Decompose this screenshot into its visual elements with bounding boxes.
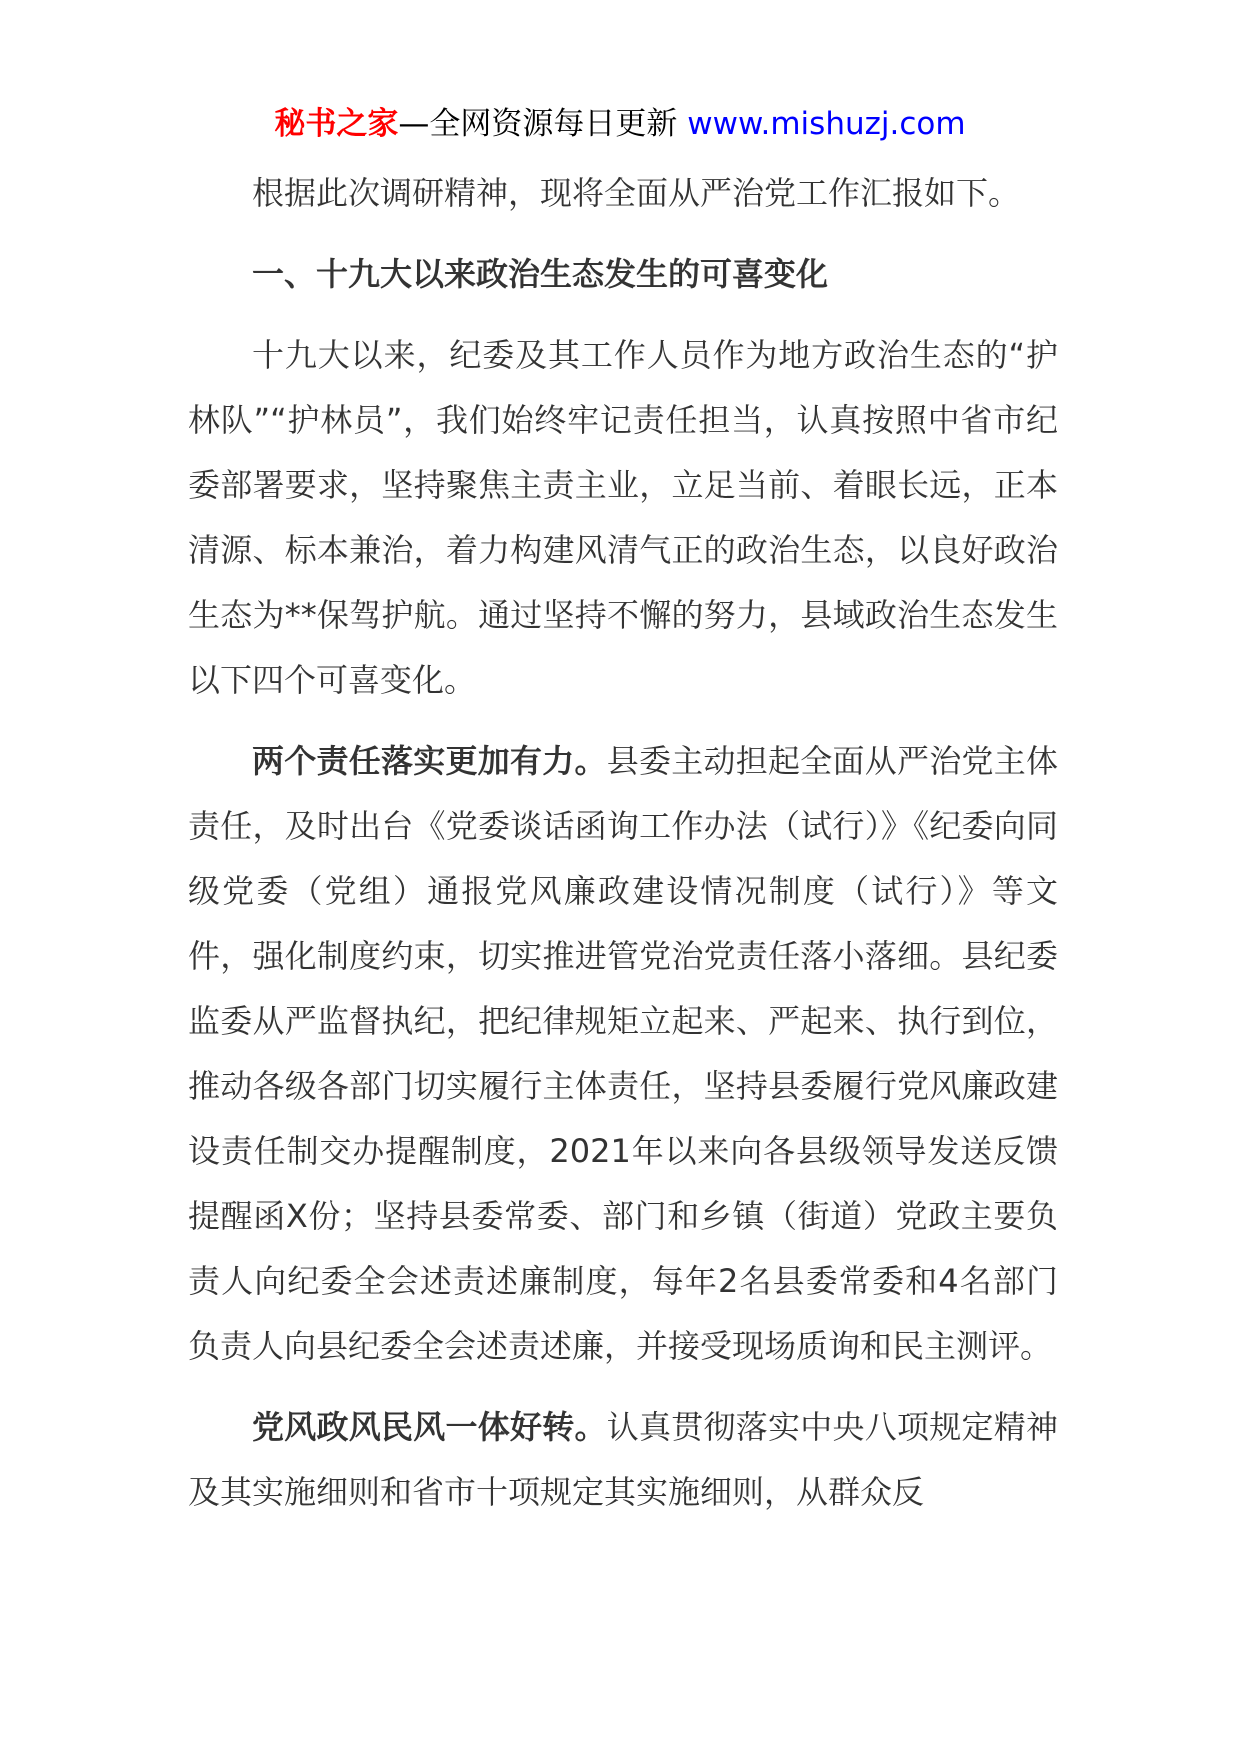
brand-name: 秘书之家 [274,106,399,142]
paragraph-text-3: 认真贯彻落实中央八项规定精神及其实施细则和省市十项规定其实施细则，从群众反 [188,1408,1058,1511]
paragraph-lead-1: 两个责任落实更加有力。 [252,742,607,780]
site-banner [0,100,1240,148]
intro-paragraph: 根据此次调研精神，现将全面从严治党工作汇报如下。 [252,174,1021,212]
body-paragraph-3 [188,1395,1058,1525]
paragraph-lead-2: 党风政风民风一体好转。 [252,1408,607,1446]
document-body [188,161,1058,1541]
paragraph-text-2: 县委主动担起全面从严治党主体责任，及时出台《党委谈话函询工作办法（试行）》《纪委向同级党委（党组）通报党风廉政建设情况制度（试行）》等文件，强化制度约束，切实推进管党治党责任落小落细。县纪委监委从严监督执纪，把纪律规矩立起来、严起来、执行到位，推动各级各部门切实履行主体责任，坚持县委履行党风廉政建设责任制交办提醒制度，2021年以来向各县级领导发送反馈提醒函X份；坚持县委常委、部门和乡镇（街道）党政主要负责人向纪委全会述责述廉制度，每年2名县委常委和4名部门负责人向县纪委全会述责述廉，并接受现场质询和民主测评。 [188,742,1058,1365]
body-paragraph-2 [188,729,1058,1379]
body-paragraph-1: 十九大以来，纪委及其工作人员作为地方政治生态的“护林队”“护林员”，我们始终牢记责任担当，认真按照中省市纪委部署要求，坚持聚焦主责主业，立足当前、着眼长远，正本清源、标本兼治，着力构建风清气正的政治生态，以良好政治生态为**保驾护航。通过坚持不懈的努力，县域政治生态发生以下四个可喜变化。 [188,336,1058,699]
site-url-link[interactable]: www.mishuzj.com [687,106,966,142]
banner-slogan: —全网资源每日更新 [398,106,678,142]
section-heading: 一、十九大以来政治生态发生的可喜变化 [252,255,829,293]
